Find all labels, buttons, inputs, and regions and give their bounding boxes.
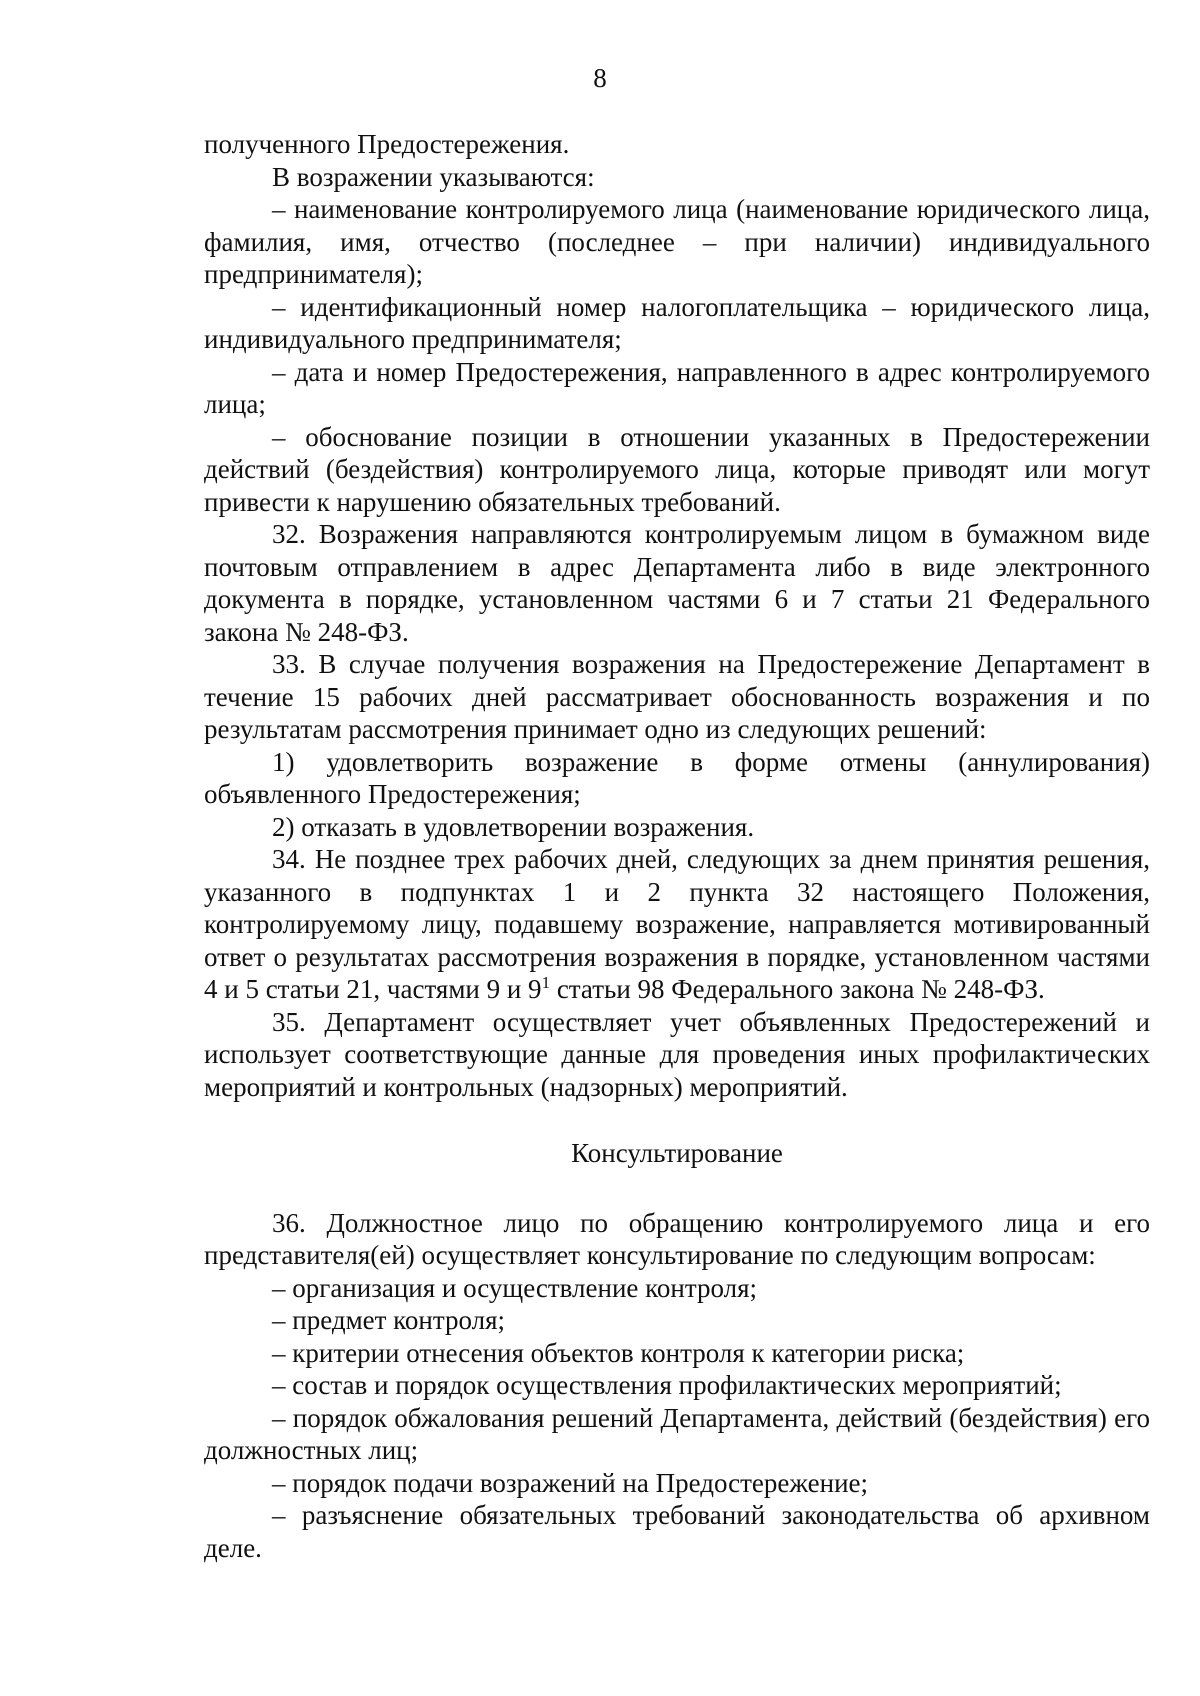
list-item: – идентификационный номер налогоплательщика – юридического лица, индивидуального предпринимателя; [204, 291, 1150, 354]
clause-34-text: 34. Не позднее трех рабочих дней, следующих за днем принятия решения, указанного в подпунктах 1 и 2 пункта 32 настоящего Положения, контролируемому лицу, подавшему возражение, направляется мотивированный ответ о результатах рассмотрения возражения в порядке, установленном частями 4 и 5 статьи 21, частями 9 и 9 [204, 844, 1150, 1004]
clause-35: 35. Департамент осуществляет учет объявленных Предостережений и использует соответствующие данные для проведения иных профилактических мероприятий и контрольных (надзорных) мероприятий. [204, 1006, 1150, 1102]
list-item: – порядок обжалования решений Департамента, действий (бездействия) его должностных лиц; [204, 1402, 1150, 1465]
paragraph: В возражении указываются: [272, 161, 595, 192]
clause-36: 36. Должностное лицо по обращению контролируемого лица и его представителя(ей) осуществляет консультирование по следующим вопросам: [204, 1207, 1150, 1270]
section-heading: Консультирование [571, 1138, 783, 1168]
list-item: – дата и номер Предостережения, направленного в адрес контролируемого лица; [204, 356, 1150, 419]
list-item: – порядок подачи возражений на Предостережение; [272, 1467, 869, 1498]
paragraph-continuation: полученного Предостережения. [204, 129, 570, 159]
list-item: – обоснование позиции в отношении указанных в Предостережении действий (бездействия) контролируемого лица, которые приводят или могут привести к нарушению обязательных требований. [204, 421, 1150, 517]
page-number: 8 [593, 63, 607, 93]
clause-34 [204, 843, 1150, 1006]
superscript: 1 [541, 973, 551, 992]
list-item: – критерии отнесения объектов контроля к категории риска; [272, 1337, 965, 1368]
clause-33: 33. В случае получения возражения на Предостережение Департамент в течение 15 рабочих дней рассматривает обоснованность возражения и по результатам рассмотрения принимает одно из следующих решений: [204, 649, 1150, 744]
list-item: – предмет контроля; [272, 1305, 506, 1335]
clause-34-text-end: статьи 98 Федерального закона № 248-ФЗ. [550, 974, 1045, 1004]
list-item: – наименование контролируемого лица (наименование юридического лица, фамилия, имя, отчество (последнее – при наличии) индивидуального предпринимателя); [204, 194, 1150, 289]
list-item: – состав и порядок осуществления профилактических мероприятий; [272, 1370, 1062, 1400]
clause-32: 32. Возражения направляются контролируемым лицом в бумажном виде почтовым отправлением в адрес Департамента либо в виде электронного документа в порядке, установленном частями 6 и 7 статьи 21 Федерального закона № 248-ФЗ. [204, 519, 1150, 647]
document-body [204, 128, 1150, 1564]
list-item: – разъяснение обязательных требований законодательства об архивном деле. [204, 1500, 1150, 1563]
list-item: – организация и осуществление контроля; [272, 1272, 757, 1303]
list-item: 1) удовлетворить возражение в форме отмены (аннулирования) объявленного Предостережения; [204, 746, 1150, 809]
list-item: 2) отказать в удовлетворении возражения. [272, 811, 755, 842]
